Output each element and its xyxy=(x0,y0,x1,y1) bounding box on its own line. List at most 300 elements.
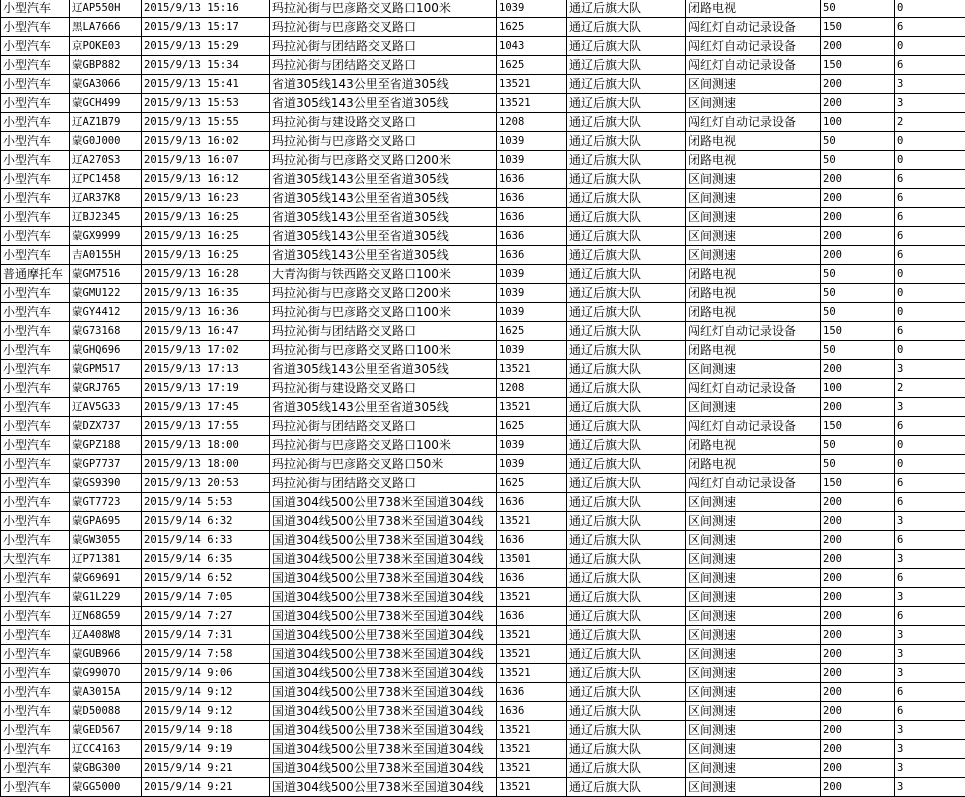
fine-amount-cell[interactable]: 200 xyxy=(821,740,895,759)
department-cell[interactable]: 通辽后旗大队 xyxy=(567,550,686,569)
violation-code-cell[interactable]: 1636 xyxy=(497,189,567,208)
capture-method-cell[interactable]: 区间测速 xyxy=(686,75,821,94)
violation-code-cell[interactable]: 1636 xyxy=(497,683,567,702)
capture-method-cell[interactable]: 区间测速 xyxy=(686,778,821,797)
department-cell[interactable]: 通辽后旗大队 xyxy=(567,436,686,455)
capture-method-cell[interactable]: 区间测速 xyxy=(686,189,821,208)
penalty-points-cell[interactable]: 2 xyxy=(895,113,965,132)
plate-number-cell[interactable]: 辽CC4163 xyxy=(70,740,142,759)
capture-method-cell[interactable]: 区间测速 xyxy=(686,759,821,778)
fine-amount-cell[interactable]: 150 xyxy=(821,474,895,493)
vehicle-type-cell[interactable]: 大型汽车 xyxy=(1,550,70,569)
violation-code-cell[interactable]: 1039 xyxy=(497,265,567,284)
violation-code-cell[interactable]: 13521 xyxy=(497,398,567,417)
fine-amount-cell[interactable]: 150 xyxy=(821,417,895,436)
department-cell[interactable]: 通辽后旗大队 xyxy=(567,360,686,379)
plate-number-cell[interactable]: 蒙GW3055 xyxy=(70,531,142,550)
plate-number-cell[interactable]: 辽PC1458 xyxy=(70,170,142,189)
department-cell[interactable]: 通辽后旗大队 xyxy=(567,664,686,683)
capture-method-cell[interactable]: 闯红灯自动记录设备 xyxy=(686,37,821,56)
location-cell[interactable]: 国道304线500公里738米至国道304线 xyxy=(270,759,497,778)
violation-code-cell[interactable]: 1625 xyxy=(497,56,567,75)
location-cell[interactable]: 玛拉沁街与建设路交叉路口 xyxy=(270,379,497,398)
fine-amount-cell[interactable]: 200 xyxy=(821,493,895,512)
fine-amount-cell[interactable]: 200 xyxy=(821,778,895,797)
penalty-points-cell[interactable]: 6 xyxy=(895,493,965,512)
location-cell[interactable]: 玛拉沁街与巴彦路交叉路口 xyxy=(270,132,497,151)
fine-amount-cell[interactable]: 150 xyxy=(821,56,895,75)
violation-code-cell[interactable]: 13521 xyxy=(497,626,567,645)
capture-method-cell[interactable]: 闭路电视 xyxy=(686,455,821,474)
violation-code-cell[interactable]: 1636 xyxy=(497,227,567,246)
capture-method-cell[interactable]: 区间测速 xyxy=(686,645,821,664)
capture-method-cell[interactable]: 区间测速 xyxy=(686,512,821,531)
plate-number-cell[interactable]: 辽BJ2345 xyxy=(70,208,142,227)
vehicle-type-cell[interactable]: 小型汽车 xyxy=(1,721,70,740)
violation-time-cell[interactable]: 2015/9/13 20:53 xyxy=(142,474,270,493)
vehicle-type-cell[interactable]: 小型汽车 xyxy=(1,626,70,645)
violation-code-cell[interactable]: 13521 xyxy=(497,664,567,683)
capture-method-cell[interactable]: 闯红灯自动记录设备 xyxy=(686,417,821,436)
fine-amount-cell[interactable]: 200 xyxy=(821,702,895,721)
violation-time-cell[interactable]: 2015/9/13 16:25 xyxy=(142,227,270,246)
violation-time-cell[interactable]: 2015/9/13 17:13 xyxy=(142,360,270,379)
vehicle-type-cell[interactable]: 小型汽车 xyxy=(1,436,70,455)
violation-time-cell[interactable]: 2015/9/14 7:27 xyxy=(142,607,270,626)
violation-code-cell[interactable]: 1039 xyxy=(497,151,567,170)
department-cell[interactable]: 通辽后旗大队 xyxy=(567,37,686,56)
plate-number-cell[interactable]: 蒙GRJ765 xyxy=(70,379,142,398)
violation-time-cell[interactable]: 2015/9/13 15:53 xyxy=(142,94,270,113)
plate-number-cell[interactable]: 辽AZ1B79 xyxy=(70,113,142,132)
department-cell[interactable]: 通辽后旗大队 xyxy=(567,398,686,417)
location-cell[interactable]: 国道304线500公里738米至国道304线 xyxy=(270,626,497,645)
violation-time-cell[interactable]: 2015/9/13 16:25 xyxy=(142,246,270,265)
fine-amount-cell[interactable]: 50 xyxy=(821,265,895,284)
fine-amount-cell[interactable]: 100 xyxy=(821,379,895,398)
violation-code-cell[interactable]: 13521 xyxy=(497,94,567,113)
penalty-points-cell[interactable]: 3 xyxy=(895,778,965,797)
capture-method-cell[interactable]: 闭路电视 xyxy=(686,284,821,303)
capture-method-cell[interactable]: 区间测速 xyxy=(686,227,821,246)
violation-time-cell[interactable]: 2015/9/14 7:31 xyxy=(142,626,270,645)
violation-time-cell[interactable]: 2015/9/13 16:25 xyxy=(142,208,270,227)
capture-method-cell[interactable]: 区间测速 xyxy=(686,569,821,588)
location-cell[interactable]: 省道305线143公里至省道305线 xyxy=(270,208,497,227)
violation-code-cell[interactable]: 1636 xyxy=(497,607,567,626)
location-cell[interactable]: 玛拉沁街与巴彦路交叉路口100米 xyxy=(270,303,497,322)
fine-amount-cell[interactable]: 200 xyxy=(821,75,895,94)
violation-code-cell[interactable]: 1039 xyxy=(497,341,567,360)
vehicle-type-cell[interactable]: 小型汽车 xyxy=(1,113,70,132)
vehicle-type-cell[interactable]: 小型汽车 xyxy=(1,569,70,588)
location-cell[interactable]: 国道304线500公里738米至国道304线 xyxy=(270,645,497,664)
vehicle-type-cell[interactable]: 小型汽车 xyxy=(1,740,70,759)
plate-number-cell[interactable]: 蒙G1L229 xyxy=(70,588,142,607)
violation-time-cell[interactable]: 2015/9/13 17:55 xyxy=(142,417,270,436)
location-cell[interactable]: 国道304线500公里738米至国道304线 xyxy=(270,588,497,607)
penalty-points-cell[interactable]: 3 xyxy=(895,398,965,417)
department-cell[interactable]: 通辽后旗大队 xyxy=(567,778,686,797)
violation-time-cell[interactable]: 2015/9/13 16:47 xyxy=(142,322,270,341)
penalty-points-cell[interactable]: 6 xyxy=(895,569,965,588)
fine-amount-cell[interactable]: 50 xyxy=(821,151,895,170)
capture-method-cell[interactable]: 闯红灯自动记录设备 xyxy=(686,18,821,37)
plate-number-cell[interactable]: 蒙GED567 xyxy=(70,721,142,740)
fine-amount-cell[interactable]: 200 xyxy=(821,645,895,664)
vehicle-type-cell[interactable]: 小型汽车 xyxy=(1,702,70,721)
fine-amount-cell[interactable]: 200 xyxy=(821,170,895,189)
plate-number-cell[interactable]: 蒙GT7723 xyxy=(70,493,142,512)
penalty-points-cell[interactable]: 0 xyxy=(895,455,965,474)
violation-time-cell[interactable]: 2015/9/14 9:21 xyxy=(142,759,270,778)
location-cell[interactable]: 省道305线143公里至省道305线 xyxy=(270,94,497,113)
capture-method-cell[interactable]: 区间测速 xyxy=(686,493,821,512)
penalty-points-cell[interactable]: 0 xyxy=(895,37,965,56)
vehicle-type-cell[interactable]: 小型汽车 xyxy=(1,531,70,550)
violation-time-cell[interactable]: 2015/9/13 15:29 xyxy=(142,37,270,56)
vehicle-type-cell[interactable]: 小型汽车 xyxy=(1,360,70,379)
capture-method-cell[interactable]: 区间测速 xyxy=(686,607,821,626)
location-cell[interactable]: 玛拉沁街与巴彦路交叉路口200米 xyxy=(270,151,497,170)
vehicle-type-cell[interactable]: 小型汽车 xyxy=(1,474,70,493)
location-cell[interactable]: 国道304线500公里738米至国道304线 xyxy=(270,569,497,588)
violation-time-cell[interactable]: 2015/9/14 9:21 xyxy=(142,778,270,797)
violation-time-cell[interactable]: 2015/9/13 16:02 xyxy=(142,132,270,151)
fine-amount-cell[interactable]: 200 xyxy=(821,37,895,56)
capture-method-cell[interactable]: 闯红灯自动记录设备 xyxy=(686,379,821,398)
fine-amount-cell[interactable]: 50 xyxy=(821,0,895,18)
vehicle-type-cell[interactable]: 小型汽车 xyxy=(1,588,70,607)
violation-time-cell[interactable]: 2015/9/13 16:28 xyxy=(142,265,270,284)
violation-code-cell[interactable]: 1039 xyxy=(497,303,567,322)
location-cell[interactable]: 省道305线143公里至省道305线 xyxy=(270,189,497,208)
violation-code-cell[interactable]: 1039 xyxy=(497,284,567,303)
fine-amount-cell[interactable]: 200 xyxy=(821,189,895,208)
plate-number-cell[interactable]: 辽N68G59 xyxy=(70,607,142,626)
capture-method-cell[interactable]: 区间测速 xyxy=(686,170,821,189)
plate-number-cell[interactable]: 蒙GA3066 xyxy=(70,75,142,94)
violation-time-cell[interactable]: 2015/9/13 18:00 xyxy=(142,455,270,474)
location-cell[interactable]: 省道305线143公里至省道305线 xyxy=(270,246,497,265)
department-cell[interactable]: 通辽后旗大队 xyxy=(567,18,686,37)
department-cell[interactable]: 通辽后旗大队 xyxy=(567,132,686,151)
fine-amount-cell[interactable]: 200 xyxy=(821,227,895,246)
penalty-points-cell[interactable]: 6 xyxy=(895,189,965,208)
department-cell[interactable]: 通辽后旗大队 xyxy=(567,702,686,721)
fine-amount-cell[interactable]: 200 xyxy=(821,512,895,531)
plate-number-cell[interactable]: 蒙GG5000 xyxy=(70,778,142,797)
violation-code-cell[interactable]: 13521 xyxy=(497,360,567,379)
department-cell[interactable]: 通辽后旗大队 xyxy=(567,683,686,702)
fine-amount-cell[interactable]: 50 xyxy=(821,303,895,322)
department-cell[interactable]: 通辽后旗大队 xyxy=(567,721,686,740)
capture-method-cell[interactable]: 区间测速 xyxy=(686,702,821,721)
location-cell[interactable]: 省道305线143公里至省道305线 xyxy=(270,170,497,189)
location-cell[interactable]: 国道304线500公里738米至国道304线 xyxy=(270,493,497,512)
capture-method-cell[interactable]: 区间测速 xyxy=(686,740,821,759)
penalty-points-cell[interactable]: 6 xyxy=(895,702,965,721)
violation-code-cell[interactable]: 1039 xyxy=(497,436,567,455)
capture-method-cell[interactable]: 区间测速 xyxy=(686,208,821,227)
capture-method-cell[interactable]: 闭路电视 xyxy=(686,0,821,18)
plate-number-cell[interactable]: 蒙GX9999 xyxy=(70,227,142,246)
vehicle-type-cell[interactable]: 小型汽车 xyxy=(1,493,70,512)
penalty-points-cell[interactable]: 0 xyxy=(895,303,965,322)
violation-code-cell[interactable]: 1208 xyxy=(497,113,567,132)
plate-number-cell[interactable]: 蒙G0J000 xyxy=(70,132,142,151)
department-cell[interactable]: 通辽后旗大队 xyxy=(567,569,686,588)
penalty-points-cell[interactable]: 3 xyxy=(895,759,965,778)
capture-method-cell[interactable]: 区间测速 xyxy=(686,550,821,569)
violation-code-cell[interactable]: 1636 xyxy=(497,531,567,550)
vehicle-type-cell[interactable]: 小型汽车 xyxy=(1,189,70,208)
plate-number-cell[interactable]: 蒙A3015A xyxy=(70,683,142,702)
vehicle-type-cell[interactable]: 小型汽车 xyxy=(1,512,70,531)
vehicle-type-cell[interactable]: 小型汽车 xyxy=(1,284,70,303)
violation-time-cell[interactable]: 2015/9/14 6:32 xyxy=(142,512,270,531)
violation-time-cell[interactable]: 2015/9/13 17:45 xyxy=(142,398,270,417)
department-cell[interactable]: 通辽后旗大队 xyxy=(567,322,686,341)
violation-time-cell[interactable]: 2015/9/14 6:52 xyxy=(142,569,270,588)
violation-code-cell[interactable]: 1636 xyxy=(497,246,567,265)
plate-number-cell[interactable]: 蒙GPZ188 xyxy=(70,436,142,455)
penalty-points-cell[interactable]: 0 xyxy=(895,132,965,151)
location-cell[interactable]: 国道304线500公里738米至国道304线 xyxy=(270,778,497,797)
vehicle-type-cell[interactable]: 小型汽车 xyxy=(1,778,70,797)
violation-code-cell[interactable]: 1636 xyxy=(497,569,567,588)
plate-number-cell[interactable]: 蒙GPM517 xyxy=(70,360,142,379)
plate-number-cell[interactable]: 蒙GBP882 xyxy=(70,56,142,75)
violation-time-cell[interactable]: 2015/9/14 7:58 xyxy=(142,645,270,664)
location-cell[interactable]: 省道305线143公里至省道305线 xyxy=(270,398,497,417)
fine-amount-cell[interactable]: 200 xyxy=(821,398,895,417)
violation-time-cell[interactable]: 2015/9/14 6:33 xyxy=(142,531,270,550)
location-cell[interactable]: 玛拉沁街与团结路交叉路口 xyxy=(270,37,497,56)
penalty-points-cell[interactable]: 6 xyxy=(895,474,965,493)
department-cell[interactable]: 通辽后旗大队 xyxy=(567,645,686,664)
location-cell[interactable]: 国道304线500公里738米至国道304线 xyxy=(270,683,497,702)
violation-time-cell[interactable]: 2015/9/13 17:02 xyxy=(142,341,270,360)
vehicle-type-cell[interactable]: 小型汽车 xyxy=(1,303,70,322)
penalty-points-cell[interactable]: 6 xyxy=(895,208,965,227)
violation-time-cell[interactable]: 2015/9/14 9:19 xyxy=(142,740,270,759)
fine-amount-cell[interactable]: 200 xyxy=(821,550,895,569)
violation-time-cell[interactable]: 2015/9/14 5:53 xyxy=(142,493,270,512)
location-cell[interactable]: 玛拉沁街与巴彦路交叉路口100米 xyxy=(270,436,497,455)
plate-number-cell[interactable]: 蒙GHQ696 xyxy=(70,341,142,360)
plate-number-cell[interactable]: 辽AP550H xyxy=(70,0,142,18)
plate-number-cell[interactable]: 蒙G69691 xyxy=(70,569,142,588)
fine-amount-cell[interactable]: 200 xyxy=(821,94,895,113)
plate-number-cell[interactable]: 蒙G73168 xyxy=(70,322,142,341)
penalty-points-cell[interactable]: 6 xyxy=(895,607,965,626)
capture-method-cell[interactable]: 区间测速 xyxy=(686,94,821,113)
department-cell[interactable]: 通辽后旗大队 xyxy=(567,0,686,18)
fine-amount-cell[interactable]: 50 xyxy=(821,341,895,360)
location-cell[interactable]: 国道304线500公里738米至国道304线 xyxy=(270,721,497,740)
vehicle-type-cell[interactable]: 小型汽车 xyxy=(1,664,70,683)
plate-number-cell[interactable]: 京POKE03 xyxy=(70,37,142,56)
plate-number-cell[interactable]: 蒙DZX737 xyxy=(70,417,142,436)
penalty-points-cell[interactable]: 2 xyxy=(895,379,965,398)
violation-code-cell[interactable]: 1039 xyxy=(497,132,567,151)
violation-time-cell[interactable]: 2015/9/13 16:36 xyxy=(142,303,270,322)
fine-amount-cell[interactable]: 50 xyxy=(821,455,895,474)
location-cell[interactable]: 玛拉沁街与巴彦路交叉路口 xyxy=(270,18,497,37)
capture-method-cell[interactable]: 区间测速 xyxy=(686,398,821,417)
penalty-points-cell[interactable]: 6 xyxy=(895,417,965,436)
location-cell[interactable]: 国道304线500公里738米至国道304线 xyxy=(270,607,497,626)
capture-method-cell[interactable]: 闭路电视 xyxy=(686,265,821,284)
location-cell[interactable]: 国道304线500公里738米至国道304线 xyxy=(270,550,497,569)
vehicle-type-cell[interactable]: 小型汽车 xyxy=(1,417,70,436)
location-cell[interactable]: 玛拉沁街与团结路交叉路口 xyxy=(270,417,497,436)
penalty-points-cell[interactable]: 3 xyxy=(895,645,965,664)
violation-code-cell[interactable]: 1625 xyxy=(497,417,567,436)
penalty-points-cell[interactable]: 6 xyxy=(895,227,965,246)
capture-method-cell[interactable]: 区间测速 xyxy=(686,246,821,265)
plate-number-cell[interactable]: 蒙GCH499 xyxy=(70,94,142,113)
penalty-points-cell[interactable]: 3 xyxy=(895,75,965,94)
fine-amount-cell[interactable]: 50 xyxy=(821,284,895,303)
plate-number-cell[interactable]: 蒙GPA695 xyxy=(70,512,142,531)
vehicle-type-cell[interactable]: 小型汽车 xyxy=(1,151,70,170)
violation-code-cell[interactable]: 13501 xyxy=(497,550,567,569)
fine-amount-cell[interactable]: 200 xyxy=(821,759,895,778)
violation-time-cell[interactable]: 2015/9/13 15:16 xyxy=(142,0,270,18)
penalty-points-cell[interactable]: 0 xyxy=(895,284,965,303)
fine-amount-cell[interactable]: 200 xyxy=(821,360,895,379)
penalty-points-cell[interactable]: 3 xyxy=(895,550,965,569)
violation-code-cell[interactable]: 1625 xyxy=(497,474,567,493)
department-cell[interactable]: 通辽后旗大队 xyxy=(567,151,686,170)
capture-method-cell[interactable]: 闭路电视 xyxy=(686,132,821,151)
plate-number-cell[interactable]: 辽P71381 xyxy=(70,550,142,569)
vehicle-type-cell[interactable]: 小型汽车 xyxy=(1,37,70,56)
department-cell[interactable]: 通辽后旗大队 xyxy=(567,512,686,531)
capture-method-cell[interactable]: 区间测速 xyxy=(686,588,821,607)
vehicle-type-cell[interactable]: 普通摩托车 xyxy=(1,265,70,284)
location-cell[interactable]: 国道304线500公里738米至国道304线 xyxy=(270,531,497,550)
penalty-points-cell[interactable]: 0 xyxy=(895,0,965,18)
penalty-points-cell[interactable]: 6 xyxy=(895,246,965,265)
capture-method-cell[interactable]: 闭路电视 xyxy=(686,341,821,360)
plate-number-cell[interactable]: 蒙D50088 xyxy=(70,702,142,721)
location-cell[interactable]: 国道304线500公里738米至国道304线 xyxy=(270,512,497,531)
violation-code-cell[interactable]: 13521 xyxy=(497,759,567,778)
violation-time-cell[interactable]: 2015/9/13 18:00 xyxy=(142,436,270,455)
violation-time-cell[interactable]: 2015/9/13 16:23 xyxy=(142,189,270,208)
plate-number-cell[interactable]: 辽A408W8 xyxy=(70,626,142,645)
department-cell[interactable]: 通辽后旗大队 xyxy=(567,170,686,189)
penalty-points-cell[interactable]: 0 xyxy=(895,151,965,170)
plate-number-cell[interactable]: 蒙GP7737 xyxy=(70,455,142,474)
capture-method-cell[interactable]: 闭路电视 xyxy=(686,151,821,170)
violation-code-cell[interactable]: 13521 xyxy=(497,645,567,664)
violation-time-cell[interactable]: 2015/9/13 16:35 xyxy=(142,284,270,303)
vehicle-type-cell[interactable]: 小型汽车 xyxy=(1,170,70,189)
vehicle-type-cell[interactable]: 小型汽车 xyxy=(1,75,70,94)
capture-method-cell[interactable]: 闯红灯自动记录设备 xyxy=(686,474,821,493)
violation-time-cell[interactable]: 2015/9/14 9:18 xyxy=(142,721,270,740)
violation-time-cell[interactable]: 2015/9/14 6:35 xyxy=(142,550,270,569)
department-cell[interactable]: 通辽后旗大队 xyxy=(567,341,686,360)
plate-number-cell[interactable]: 吉A0155H xyxy=(70,246,142,265)
capture-method-cell[interactable]: 区间测速 xyxy=(686,531,821,550)
department-cell[interactable]: 通辽后旗大队 xyxy=(567,189,686,208)
violation-code-cell[interactable]: 13521 xyxy=(497,740,567,759)
location-cell[interactable]: 玛拉沁街与巴彦路交叉路口200米 xyxy=(270,284,497,303)
violation-code-cell[interactable]: 1636 xyxy=(497,170,567,189)
plate-number-cell[interactable]: 黑LA7666 xyxy=(70,18,142,37)
fine-amount-cell[interactable]: 200 xyxy=(821,246,895,265)
violation-code-cell[interactable]: 1636 xyxy=(497,493,567,512)
penalty-points-cell[interactable]: 0 xyxy=(895,341,965,360)
violation-time-cell[interactable]: 2015/9/13 16:07 xyxy=(142,151,270,170)
capture-method-cell[interactable]: 区间测速 xyxy=(686,683,821,702)
department-cell[interactable]: 通辽后旗大队 xyxy=(567,113,686,132)
vehicle-type-cell[interactable]: 小型汽车 xyxy=(1,246,70,265)
vehicle-type-cell[interactable]: 小型汽车 xyxy=(1,455,70,474)
capture-method-cell[interactable]: 闭路电视 xyxy=(686,436,821,455)
fine-amount-cell[interactable]: 150 xyxy=(821,322,895,341)
plate-number-cell[interactable]: 辽AV5G33 xyxy=(70,398,142,417)
fine-amount-cell[interactable]: 200 xyxy=(821,721,895,740)
violation-code-cell[interactable]: 1636 xyxy=(497,702,567,721)
vehicle-type-cell[interactable]: 小型汽车 xyxy=(1,341,70,360)
plate-number-cell[interactable]: 辽A270S3 xyxy=(70,151,142,170)
penalty-points-cell[interactable]: 6 xyxy=(895,531,965,550)
vehicle-type-cell[interactable]: 小型汽车 xyxy=(1,645,70,664)
department-cell[interactable]: 通辽后旗大队 xyxy=(567,759,686,778)
plate-number-cell[interactable]: 蒙GY4412 xyxy=(70,303,142,322)
location-cell[interactable]: 省道305线143公里至省道305线 xyxy=(270,360,497,379)
fine-amount-cell[interactable]: 100 xyxy=(821,113,895,132)
fine-amount-cell[interactable]: 150 xyxy=(821,18,895,37)
violation-code-cell[interactable]: 1039 xyxy=(497,455,567,474)
location-cell[interactable]: 国道304线500公里738米至国道304线 xyxy=(270,740,497,759)
vehicle-type-cell[interactable]: 小型汽车 xyxy=(1,0,70,18)
department-cell[interactable]: 通辽后旗大队 xyxy=(567,56,686,75)
department-cell[interactable]: 通辽后旗大队 xyxy=(567,740,686,759)
department-cell[interactable]: 通辽后旗大队 xyxy=(567,303,686,322)
penalty-points-cell[interactable]: 6 xyxy=(895,322,965,341)
penalty-points-cell[interactable]: 3 xyxy=(895,664,965,683)
violation-time-cell[interactable]: 2015/9/13 15:55 xyxy=(142,113,270,132)
violation-code-cell[interactable]: 1043 xyxy=(497,37,567,56)
fine-amount-cell[interactable]: 200 xyxy=(821,626,895,645)
violation-code-cell[interactable]: 13521 xyxy=(497,75,567,94)
department-cell[interactable]: 通辽后旗大队 xyxy=(567,493,686,512)
vehicle-type-cell[interactable]: 小型汽车 xyxy=(1,322,70,341)
location-cell[interactable]: 玛拉沁街与巴彦路交叉路口50米 xyxy=(270,455,497,474)
vehicle-type-cell[interactable]: 小型汽车 xyxy=(1,398,70,417)
location-cell[interactable]: 玛拉沁街与团结路交叉路口 xyxy=(270,474,497,493)
location-cell[interactable]: 大青沟街与铁西路交叉路口100米 xyxy=(270,265,497,284)
violation-time-cell[interactable]: 2015/9/13 15:17 xyxy=(142,18,270,37)
capture-method-cell[interactable]: 闯红灯自动记录设备 xyxy=(686,113,821,132)
fine-amount-cell[interactable]: 50 xyxy=(821,132,895,151)
penalty-points-cell[interactable]: 6 xyxy=(895,56,965,75)
vehicle-type-cell[interactable]: 小型汽车 xyxy=(1,56,70,75)
violation-code-cell[interactable]: 13521 xyxy=(497,588,567,607)
violation-time-cell[interactable]: 2015/9/13 15:41 xyxy=(142,75,270,94)
fine-amount-cell[interactable]: 200 xyxy=(821,208,895,227)
fine-amount-cell[interactable]: 200 xyxy=(821,531,895,550)
department-cell[interactable]: 通辽后旗大队 xyxy=(567,94,686,113)
department-cell[interactable]: 通辽后旗大队 xyxy=(567,75,686,94)
